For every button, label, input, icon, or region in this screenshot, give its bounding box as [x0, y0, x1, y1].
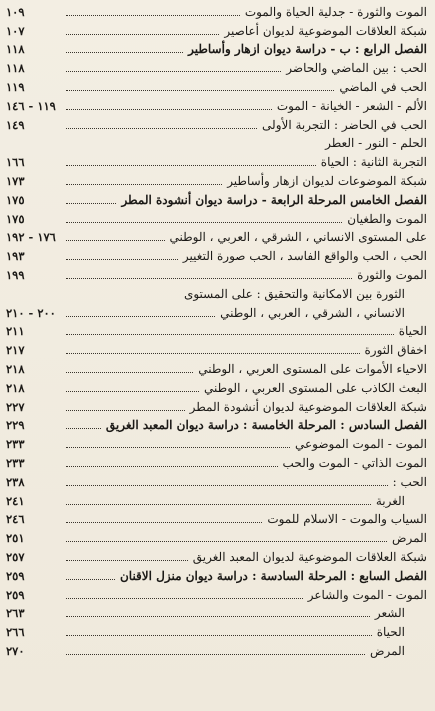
- toc-entry: [6, 397, 427, 416]
- dot-leader: [66, 71, 281, 72]
- toc-entry: [6, 566, 427, 585]
- toc-entry: [6, 303, 427, 322]
- toc-entry: [6, 134, 427, 153]
- toc-entry: [6, 472, 427, 491]
- toc-entry: [6, 115, 427, 134]
- table-of-contents: [6, 2, 427, 660]
- toc-entry: [6, 491, 427, 510]
- toc-entry: [6, 2, 427, 21]
- toc-entry-title: الغربة: [375, 493, 405, 508]
- toc-entry-title: الفصل السابع : المرحلة السادسة : دراسة ديوان منزل الاقنان: [119, 568, 427, 583]
- toc-entry-title: شبكة الموضوعات لديوان ازهار وأساطير: [227, 173, 427, 188]
- toc-page-number: ١٠٩: [6, 4, 25, 19]
- toc-page-number: ٢٢٩: [6, 418, 25, 433]
- toc-entry-title: الانساني ، الشرقي ، العربي ، الوطني: [220, 305, 405, 320]
- toc-page-number: ٢٥١: [6, 531, 25, 546]
- toc-page-number: ٢٦٦: [6, 625, 25, 640]
- toc-entry-title: المرض: [369, 643, 405, 658]
- dot-leader: [66, 428, 101, 429]
- dot-leader: [66, 485, 388, 486]
- dot-leader: [66, 579, 115, 580]
- toc-entry-title: الحياة: [398, 324, 427, 339]
- toc-entry-title: الحب في الحاضر : التجربة الأولى: [262, 117, 427, 132]
- toc-page-number: ٢١٨: [6, 361, 25, 376]
- toc-entry-title: شبكة العلاقات الموضوعية لديوان المعبد الغريق: [192, 549, 427, 564]
- toc-entry: [6, 528, 427, 547]
- toc-entry: [6, 190, 427, 209]
- dot-leader: [66, 165, 316, 166]
- dot-leader: [66, 259, 178, 260]
- toc-page-number: ٢٣٨: [6, 474, 25, 489]
- dot-leader: [66, 109, 272, 110]
- toc-page-number: ٢١٧: [6, 343, 25, 358]
- dot-leader: [66, 541, 387, 542]
- toc-entry-title: التجربة الثانية : الحياة: [320, 155, 427, 170]
- toc-page-number: ١٤٩: [6, 117, 25, 132]
- toc-entry: [6, 378, 427, 397]
- dot-leader: [66, 391, 199, 392]
- toc-entry: [6, 340, 427, 359]
- toc-page-number: ١٩٣: [6, 249, 25, 264]
- toc-entry-title: المرض: [391, 531, 427, 546]
- toc-page-number: ١٧٣: [6, 173, 25, 188]
- toc-entry: [6, 21, 427, 40]
- toc-entry: [6, 416, 427, 435]
- toc-page-number: ٢٣٣: [6, 437, 25, 452]
- toc-page-number: ٢٥٧: [6, 549, 25, 564]
- toc-page-number: ٢١١: [6, 324, 25, 339]
- toc-entry-title: الشعر: [374, 606, 405, 621]
- toc-entry-title: الألم - الشعر - الخيانة - الموت: [276, 98, 427, 113]
- toc-page-number: ٢٢٧: [6, 399, 25, 414]
- toc-entry-title: الموت والثورة - جدلية الحياة والموت: [244, 4, 427, 19]
- toc-entry: [6, 96, 427, 115]
- dot-leader: [66, 372, 193, 373]
- toc-page-number: ١١٨: [6, 42, 25, 57]
- dot-leader: [66, 654, 365, 655]
- toc-entry: [6, 641, 427, 660]
- toc-entry-title: الحب في الماضي: [339, 79, 427, 94]
- dot-leader: [66, 128, 257, 129]
- dot-leader: [66, 240, 165, 241]
- toc-entry-title: شبكة العلاقات الموضوعية لديوان أنشودة المطر: [189, 399, 427, 414]
- dot-leader: [66, 410, 185, 411]
- dot-leader: [66, 353, 360, 354]
- toc-page-number: ١١٩: [6, 79, 25, 94]
- dot-leader: [66, 316, 215, 317]
- toc-entry: [6, 209, 427, 228]
- toc-entry-title: الموت والطغيان: [347, 211, 427, 226]
- toc-page-number: ٢١٨: [6, 380, 25, 395]
- toc-entry: [6, 359, 427, 378]
- dot-leader: [66, 334, 394, 335]
- dot-leader: [66, 90, 334, 91]
- dot-leader: [66, 560, 188, 561]
- dot-leader: [66, 52, 183, 53]
- toc-entry-title: الموت - الموت والشاعر: [307, 587, 427, 602]
- toc-entry: [6, 77, 427, 96]
- toc-page-number: ١٠٧: [6, 23, 25, 38]
- toc-entry: [6, 171, 427, 190]
- toc-entry-title: على المستوى الانساني ، الشرقي ، العربي ، الوطني: [169, 230, 427, 245]
- toc-entry-title: الحب :: [392, 474, 427, 489]
- toc-entry-title: الموت والثورة: [357, 267, 427, 282]
- toc-entry-title: الموت الذاتي - الموت والحب: [282, 455, 427, 470]
- toc-page-number: ٢٤١: [6, 493, 25, 508]
- toc-page-number: ٢٣٣: [6, 455, 25, 470]
- toc-entry-title: الحب ، الحب والواقع الفاسد ، الحب صورة التغيير: [182, 249, 427, 264]
- toc-page-number: ١٧٥: [6, 192, 25, 207]
- toc-page-number: ٢٤٦: [6, 512, 25, 527]
- dot-leader: [66, 447, 290, 448]
- dot-leader: [66, 222, 342, 223]
- toc-entry-title: الحلم - النور - العطر: [325, 136, 427, 151]
- toc-entry: [6, 510, 427, 529]
- toc-entry-title: الثورة بين الامكانية والتحقيق : على المستوى: [183, 286, 405, 301]
- toc-page-number: ٢٥٩: [6, 587, 25, 602]
- toc-entry: [6, 40, 427, 59]
- dot-leader: [66, 522, 262, 523]
- toc-entry: [6, 58, 427, 77]
- toc-entry-title: البعث الكاذب على المستوى العربي ، الوطني: [204, 380, 427, 395]
- toc-entry: [6, 585, 427, 604]
- toc-entry: [6, 322, 427, 341]
- toc-entry-title: السياب والموت - الاسلام للموت: [267, 512, 427, 527]
- toc-page-number: ٢٠٠ - ٢١٠: [6, 305, 56, 320]
- toc-entry-title: الاحياء الأموات على المستوى العربي ، الوطني: [198, 361, 427, 376]
- dot-leader: [66, 184, 222, 185]
- toc-page-number: ١٧٥: [6, 211, 25, 226]
- toc-entry: [6, 246, 427, 265]
- toc-entry: [6, 284, 427, 303]
- toc-entry: [6, 547, 427, 566]
- toc-entry-title: الموت - الموت الموضوعي: [294, 437, 427, 452]
- toc-entry-title: الفصل الخامس المرحلة الرابعة - دراسة ديوان أنشودة المطر: [121, 192, 427, 207]
- dot-leader: [66, 203, 116, 204]
- toc-entry: [6, 453, 427, 472]
- toc-entry-title: الحياة: [376, 625, 405, 640]
- toc-entry: [6, 434, 427, 453]
- toc-entry-title: الفصل الرابع : ب - دراسة ديوان ازهار وأساطير: [188, 42, 427, 57]
- dot-leader: [66, 15, 240, 16]
- toc-page-number: ١١٨: [6, 61, 25, 76]
- toc-page-number: ١١٩ - ١٤٦: [6, 98, 56, 113]
- dot-leader: [66, 635, 372, 636]
- dot-leader: [66, 616, 370, 617]
- dot-leader: [66, 504, 371, 505]
- dot-leader: [66, 598, 303, 599]
- toc-entry-title: الفصل السادس : المرحلة الخامسة : دراسة ديوان المعبد الغريق: [105, 418, 427, 433]
- toc-entry: [6, 152, 427, 171]
- dot-leader: [66, 278, 352, 279]
- toc-page-number: ١٦٦: [6, 155, 25, 170]
- toc-entry-title: الحب : بين الماضي والحاضر: [286, 61, 427, 76]
- toc-entry-title: شبكة العلاقات الموضوعية لديوان أعاصير: [224, 23, 427, 38]
- toc-entry-title: اخفاق الثورة: [364, 343, 427, 358]
- toc-page-number: ١٧٦ - ١٩٢: [6, 230, 56, 245]
- toc-page-number: ٢٥٩: [6, 568, 25, 583]
- toc-entry: [6, 622, 427, 641]
- toc-page-number: ٢٧٠: [6, 643, 25, 658]
- toc-page-number: ٢٦٣: [6, 606, 25, 621]
- toc-entry: [6, 265, 427, 284]
- toc-entry: [6, 228, 427, 247]
- toc-page-number: ١٩٩: [6, 267, 25, 282]
- dot-leader: [66, 466, 278, 467]
- toc-entry: [6, 604, 427, 623]
- dot-leader: [66, 34, 219, 35]
